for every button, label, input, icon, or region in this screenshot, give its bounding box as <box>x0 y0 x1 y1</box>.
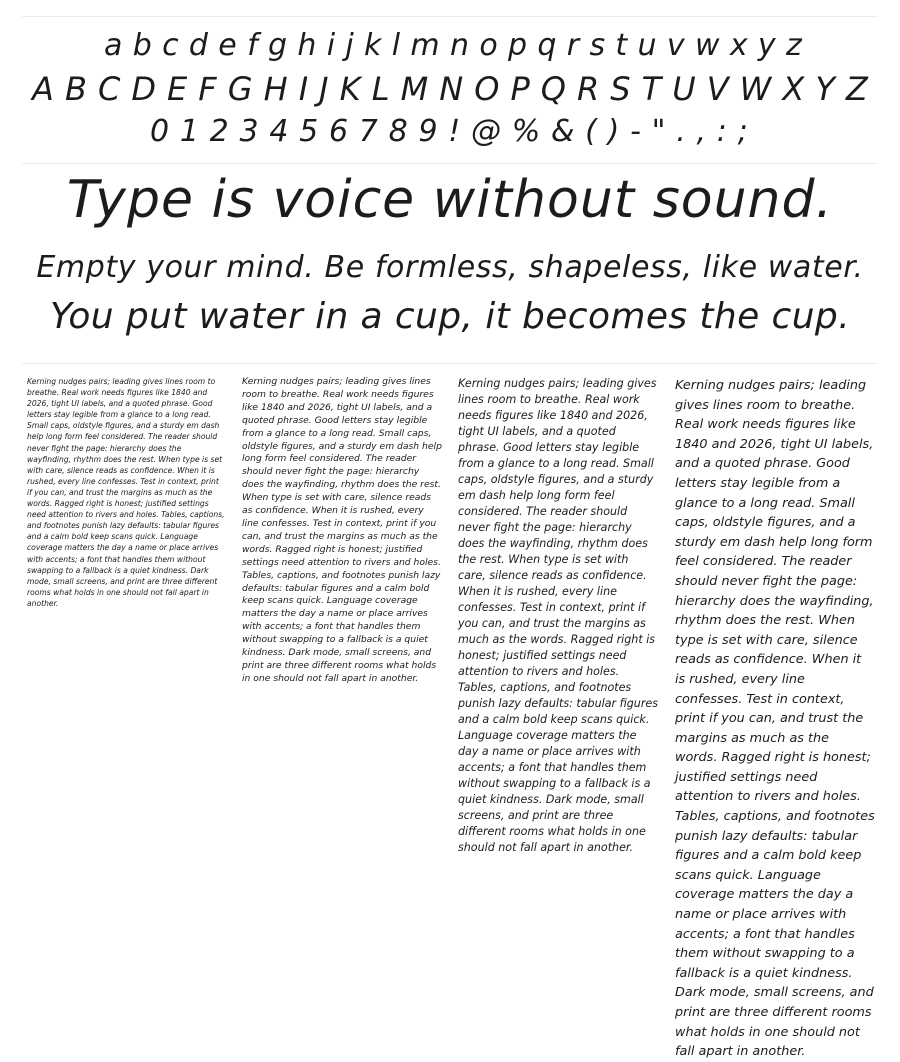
body-text-column-smallest: Kerning nudges pairs; leading gives lines room to breathe. Real work needs figures like 1840 and 2026, tight UI labels, and a quoted phrase. Good letters stay legible from a glance to a long read. Small caps, oldstyle figures, and a sturdy em dash help long form feel considered. The reader should never fight the page: hierarchy does the wayfinding, rhythm does the rest. When type is set with care, silence reads as confidence. When it is rushed, every line confesses. Test in context, print if you can, and trust the margins as much as the words. Ragged right is honest; justified settings need attention to rivers and holes. Tables, captions, and footnotes punish lazy defaults: tabular figures and a calm bold keep scans quick. Language coverage matters the day a name or place arrives with accents; a font that handles them without swapping to a fallback is a quiet kindness. Dark mode, small screens, and print are three different rooms what holds in one should not fall apart in another. <box>27 377 225 608</box>
glyph: K <box>339 70 361 108</box>
glyph: : <box>716 114 727 149</box>
glyph: @ <box>471 114 502 149</box>
glyph: ; <box>737 114 748 149</box>
glyph: 1 <box>179 114 199 149</box>
uppercase-glyph-row <box>22 70 878 116</box>
glyph: - <box>630 114 641 149</box>
glyph: m <box>410 28 440 63</box>
glyph: V <box>706 70 729 108</box>
glyph: 7 <box>358 114 378 149</box>
glyph: , <box>696 114 707 149</box>
glyph: g <box>267 28 288 63</box>
glyph: " <box>651 114 666 149</box>
display-line-medium-large: You put water in a cup, it becomes the cup. <box>49 296 851 337</box>
glyph: Q <box>540 70 566 108</box>
divider <box>22 363 878 364</box>
glyph: E <box>167 70 188 108</box>
glyph: 4 <box>269 114 289 149</box>
glyph: s <box>589 28 606 63</box>
glyph: N <box>439 70 464 108</box>
glyph: J <box>319 70 329 108</box>
glyph: L <box>371 70 390 108</box>
glyph: D <box>131 70 156 108</box>
glyph: P <box>510 70 530 108</box>
glyph: % <box>511 114 541 149</box>
display-line-large: Type is voice without sound. <box>66 170 834 230</box>
glyph: T <box>641 70 662 108</box>
glyph: ! <box>448 114 461 149</box>
body-text-column-medium: Kerning nudges pairs; leading gives lines room to breathe. Real work needs figures like 1840 and 2026, tight UI labels, and a quoted phrase. Good letters stay legible from a glance to a long read. Small caps, oldstyle figures, and a sturdy em dash help long form feel considered. The reader should never fight the page: hierarchy does the wayfinding, rhythm does the rest. When type is set with care, silence reads as confidence. When it is rushed, every line confesses. Test in context, print if you can, and trust the margins as much as the words. Ragged right is honest; justified settings need attention to rivers and holes. Tables, captions, and footnotes punish lazy defaults: tabular figures and a calm bold keep scans quick. Language coverage matters the day a name or place arrives with accents; a font that handles them without swapping to a fallback is a quiet kindness. Dark mode, small screens, and print are three different rooms what holds in one should not fall apart in another. <box>458 377 658 854</box>
glyph: ) <box>607 114 620 149</box>
glyph: 2 <box>209 114 229 149</box>
glyph: l <box>391 28 401 63</box>
glyph: v <box>666 28 685 63</box>
glyph: O <box>474 70 500 108</box>
figures-glyph-row <box>22 114 878 156</box>
glyph: 3 <box>239 114 259 149</box>
glyph: h <box>297 28 317 63</box>
glyph: z <box>786 28 802 63</box>
divider <box>22 163 878 164</box>
glyph: q <box>537 28 557 63</box>
glyph: c <box>162 28 179 63</box>
glyph: r <box>566 28 580 63</box>
glyph: M <box>400 70 429 108</box>
glyph: k <box>364 28 382 63</box>
glyph: e <box>218 28 237 63</box>
glyph: 5 <box>299 114 319 149</box>
glyph: t <box>615 28 628 63</box>
glyph: Y <box>815 70 835 108</box>
lowercase-glyph-row <box>22 28 878 70</box>
glyph: X <box>782 70 805 108</box>
glyph: G <box>227 70 253 108</box>
glyph: 9 <box>418 114 438 149</box>
glyph: i <box>326 28 336 63</box>
glyph: u <box>637 28 657 63</box>
glyph: 6 <box>328 114 349 149</box>
glyph: d <box>188 28 208 63</box>
glyph: b <box>132 28 152 63</box>
glyph: & <box>551 114 575 149</box>
glyph: 8 <box>388 114 408 149</box>
divider <box>22 16 878 17</box>
glyph: n <box>449 28 469 63</box>
glyph: p <box>508 28 528 63</box>
body-text-column-small: Kerning nudges pairs; leading gives lines room to breathe. Real work needs figures like 1840 and 2026, tight UI labels, and a quoted phrase. Good letters stay legible from a glance to a long read. Small caps, oldstyle figures, and a sturdy em dash help long form feel considered. The reader should never fight the page: hierarchy does the wayfinding, rhythm does the rest. When type is set with care, silence reads as confidence. When it is rushed, every line confesses. Test in context, print if you can, and trust the margins as much as the words. Ragged right is honest; justified settings need attention to rivers and holes. Tables, captions, and footnotes punish lazy defaults: tabular figures and a calm bold keep scans quick. Language coverage matters the day a name or place arrives with accents; a font that handles them without swapping to a fallback is a quiet kindness. Dark mode, small screens, and print are three different rooms what holds in one should not fall apart in another. <box>242 376 442 684</box>
glyph: 0 <box>150 114 170 149</box>
display-line-medium: Empty your mind. Be formless, shapeless, like water. <box>36 250 864 285</box>
glyph: H <box>263 70 288 108</box>
glyph: S <box>610 70 631 108</box>
glyph: ( <box>585 114 597 149</box>
glyph: x <box>729 28 748 63</box>
body-text-column-large: Kerning nudges pairs; leading gives lines room to breathe. Real work needs figures like 1840 and 2026, tight UI labels, and a quoted phrase. Good letters stay legible from a glance to a long read. Small caps, oldstyle figures, and a sturdy em dash help long form feel considered. The reader should never fight the page: hierarchy does the wayfinding, rhythm does the rest. When type is set with care, silence reads as confidence. When it is rushed, every line confesses. Test in context, print if you can, and trust the margins as much as the words. Ragged right is honest; justified settings need attention to rivers and holes. Tables, captions, and footnotes punish lazy defaults: tabular figures and a calm bold keep scans quick. Language coverage matters the day a name or place arrives with accents; a font that handles them without swapping to a fallback is a quiet kindness. Dark mode, small screens, and print are three different rooms what holds in one should not fall apart in another. <box>675 378 875 1060</box>
glyph: Z <box>845 70 868 108</box>
glyph: A <box>32 70 54 108</box>
glyph: . <box>676 114 686 149</box>
glyph: W <box>739 70 772 108</box>
glyph: I <box>298 70 309 108</box>
glyph: o <box>479 28 498 63</box>
glyph: y <box>757 28 776 63</box>
glyph: F <box>198 70 217 108</box>
glyph: U <box>672 70 696 108</box>
glyph: a <box>104 28 123 63</box>
glyph: B <box>64 70 87 108</box>
glyph: w <box>694 28 720 63</box>
glyph: C <box>97 70 121 108</box>
glyph: j <box>345 28 354 63</box>
glyph: R <box>577 70 600 108</box>
glyph: f <box>247 28 258 63</box>
